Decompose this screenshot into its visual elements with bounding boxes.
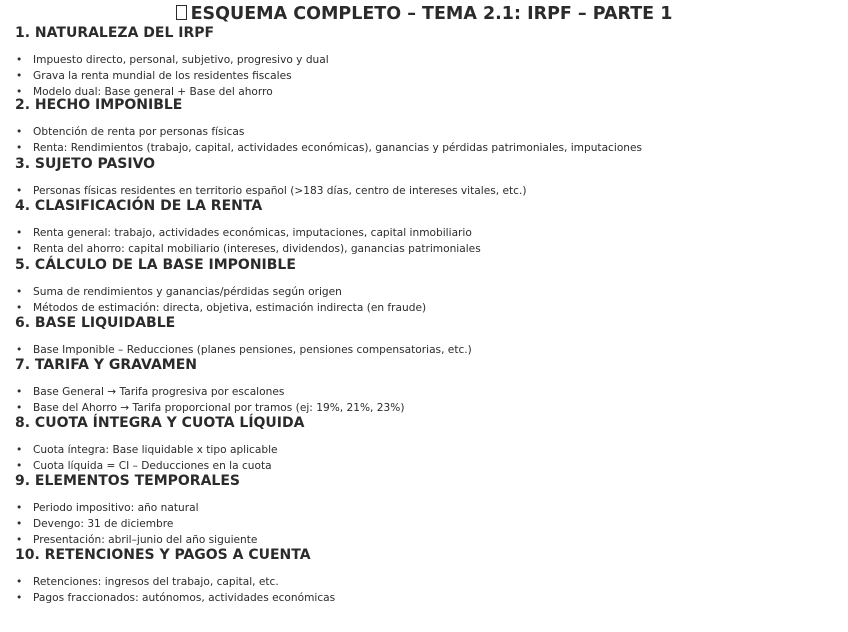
bullet-item: • Impuesto directo, personal, subjetivo, progresivo y dual bbox=[15, 52, 835, 68]
section-heading: 8. CUOTA ÍNTEGRA Y CUOTA LÍQUIDA bbox=[15, 415, 305, 431]
section-6 bbox=[15, 314, 835, 358]
bullet-item: • Renta general: trabajo, actividades económicas, imputaciones, capital inmobiliario bbox=[15, 225, 835, 241]
bullet-list bbox=[15, 574, 835, 606]
bullet-item: • Grava la renta mundial de los residentes fiscales bbox=[15, 68, 835, 84]
bullet-item: • Cuota íntegra: Base liquidable x tipo aplicable bbox=[15, 442, 835, 458]
bullet-item: • Suma de rendimientos y ganancias/pérdidas según origen bbox=[15, 284, 835, 300]
bullet-item: • Periodo impositivo: año natural bbox=[15, 500, 835, 516]
section-heading: 10. RETENCIONES Y PAGOS A CUENTA bbox=[15, 547, 311, 563]
section-heading: 4. CLASIFICACIÓN DE LA RENTA bbox=[15, 198, 263, 214]
section-heading: 6. BASE LIQUIDABLE bbox=[15, 315, 176, 331]
section-heading: 1. NATURALEZA DEL IRPF bbox=[15, 25, 215, 41]
section-2 bbox=[15, 96, 835, 156]
section-4 bbox=[15, 197, 835, 257]
bullet-item: • Renta: Rendimientos (trabajo, capital, actividades económicas), ganancias y pérdidas patrimoniales, imputaciones bbox=[15, 140, 835, 156]
bullet-item: • Base Imponible – Reducciones (planes pensiones, pensiones compensatorias, etc.) bbox=[15, 342, 835, 358]
section-1 bbox=[15, 24, 835, 100]
section-3 bbox=[15, 155, 835, 199]
bullet-item: • Base General → Tarifa progresiva por escalones bbox=[15, 384, 835, 400]
section-heading: 2. HECHO IMPONIBLE bbox=[15, 97, 183, 113]
section-8 bbox=[15, 414, 835, 474]
bullet-list bbox=[15, 442, 835, 474]
bullet-list bbox=[15, 384, 835, 416]
bullet-item: • Devengo: 31 de diciembre bbox=[15, 516, 835, 532]
section-7 bbox=[15, 356, 835, 416]
bullet-item: • Obtención de renta por personas físicas bbox=[15, 124, 835, 140]
bullet-list bbox=[15, 225, 835, 257]
bullet-item: • Pagos fraccionados: autónomos, actividades económicas bbox=[15, 590, 835, 606]
section-5 bbox=[15, 256, 835, 316]
bullet-list bbox=[15, 52, 835, 100]
bullet-item: • Cuota líquida = CI – Deducciones en la cuota bbox=[15, 458, 835, 474]
section-heading: 3. SUJETO PASIVO bbox=[15, 156, 156, 172]
missing-glyph-icon bbox=[176, 5, 187, 20]
bullet-item: • Retenciones: ingresos del trabajo, capital, etc. bbox=[15, 574, 835, 590]
bullet-item: • Base del Ahorro → Tarifa proporcional por tramos (ej: 19%, 21%, 23%) bbox=[15, 400, 835, 416]
bullet-list bbox=[15, 284, 835, 316]
section-heading: 9. ELEMENTOS TEMPORALES bbox=[15, 473, 240, 489]
section-heading: 7. TARIFA Y GRAVAMEN bbox=[15, 357, 197, 373]
page-title-text: ESQUEMA COMPLETO – TEMA 2.1: IRPF – PARTE 1 bbox=[190, 4, 673, 24]
bullet-item: • Renta del ahorro: capital mobiliario (intereses, dividendos), ganancias patrimoniales bbox=[15, 241, 835, 257]
section-heading: 5. CÁLCULO DE LA BASE IMPONIBLE bbox=[15, 257, 296, 273]
section-9 bbox=[15, 472, 835, 548]
bullet-item: • Presentación: abril–junio del año siguiente bbox=[15, 532, 835, 548]
bullet-item: • Métodos de estimación: directa, objetiva, estimación indirecta (en fraude) bbox=[15, 300, 835, 316]
section-10 bbox=[15, 546, 835, 606]
page-title bbox=[0, 3, 848, 25]
bullet-item: • Personas físicas residentes en territorio español (>183 días, centro de intereses vitales, etc.) bbox=[15, 183, 835, 199]
bullet-item: • Modelo dual: Base general + Base del ahorro bbox=[15, 84, 835, 100]
bullet-list bbox=[15, 500, 835, 548]
bullet-list bbox=[15, 124, 835, 156]
